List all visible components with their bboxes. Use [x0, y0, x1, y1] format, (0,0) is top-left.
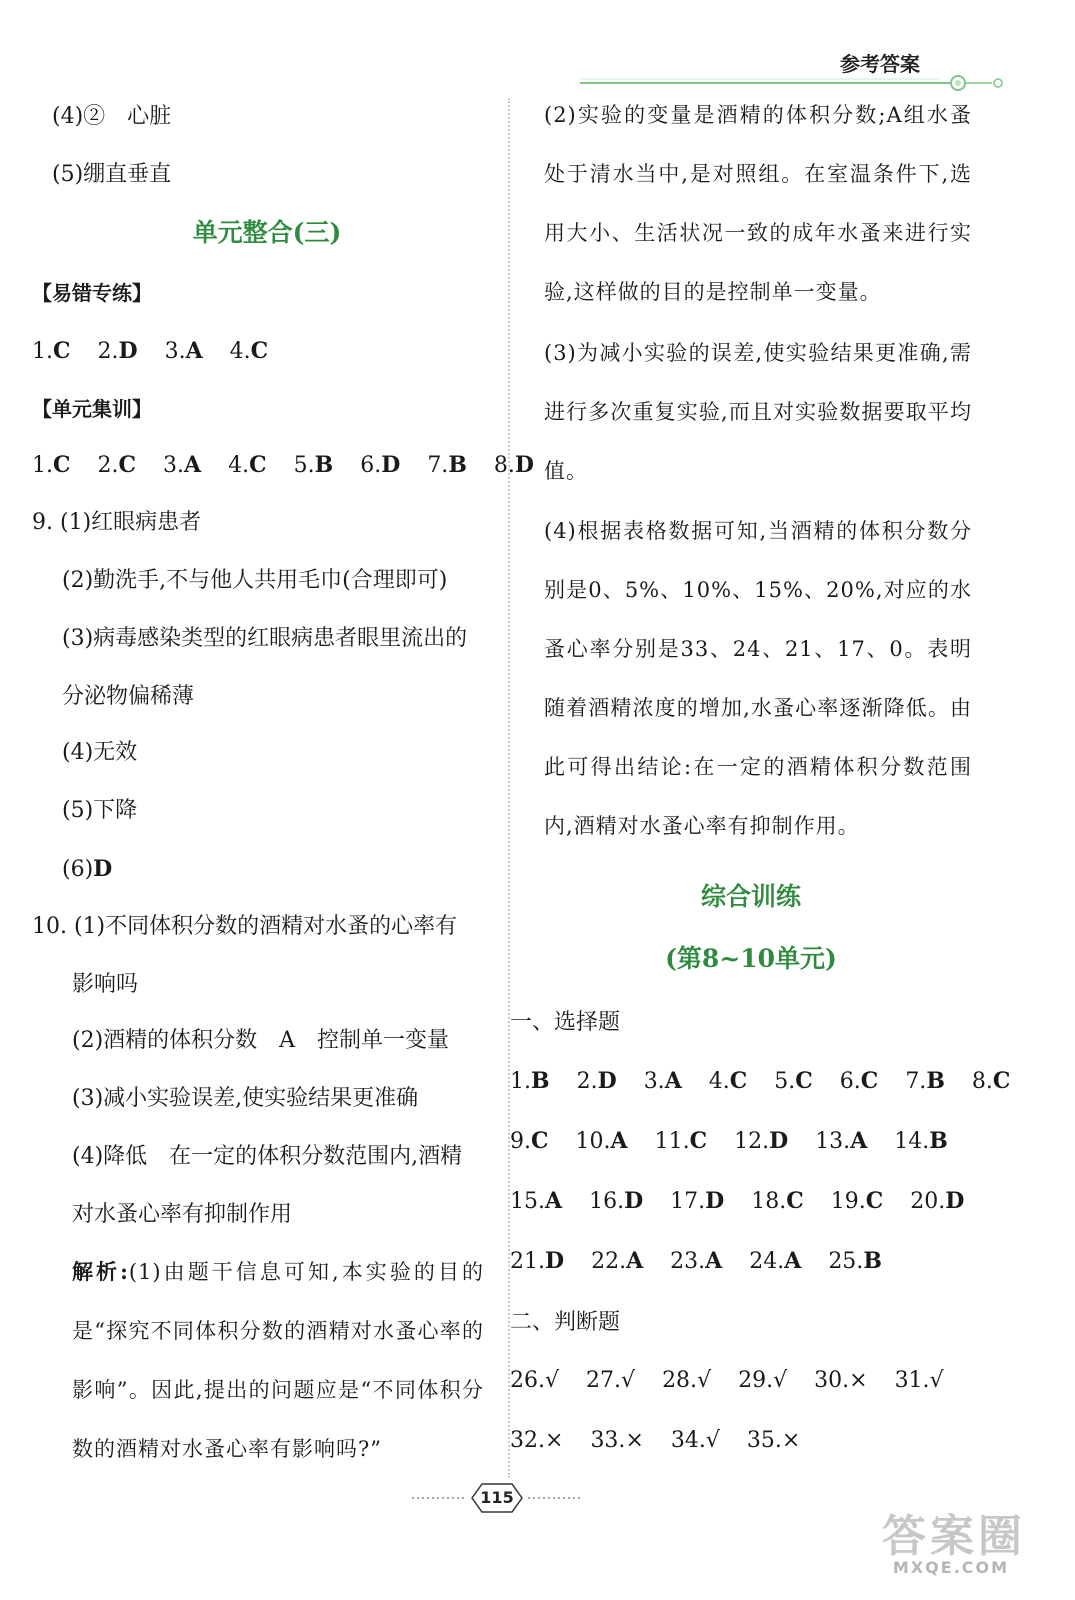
answer-line: (4)② 心脏 [52, 104, 172, 129]
mc-answer: 24.A [749, 1248, 802, 1274]
section-title-unit3: 单元整合(三) [192, 218, 342, 247]
q10-line: (3)减小实验误差,使实验结果更准确 [72, 1086, 419, 1111]
q9-line: 9. (1)红眼病患者 [32, 510, 202, 535]
mc-answer: 1.B [510, 1068, 550, 1094]
analysis-paragraph-3: (3)为减小实验的误差,使实验结果更准确,需进行多次重复实验,而且对实验数据要取平均值。 [544, 341, 972, 483]
tf-answer: 28.√ [662, 1368, 712, 1393]
mc-answer: 6.C [839, 1068, 879, 1094]
mc-answer: 5.C [774, 1068, 813, 1094]
mc-answers-row [510, 1066, 1010, 1097]
mc-answer: 5.B [293, 452, 334, 478]
q10-line: 对水蚤心率有抑制作用 [72, 1202, 293, 1227]
mc-answer: 16.D [589, 1188, 644, 1214]
tf-answer: 27.√ [586, 1368, 636, 1393]
tf-answer: 35.× [746, 1428, 801, 1453]
mc-answer: 3.A [164, 338, 203, 364]
mc-answer: 2.D [576, 1068, 617, 1094]
tf-answer: 30.× [814, 1368, 868, 1393]
mc-answer: 17.D [670, 1188, 725, 1214]
mc-answer: 19.C [830, 1188, 884, 1214]
section-subtitle-units: (第8~10单元) [665, 944, 837, 973]
q10-line: (4)降低 在一定的体积分数范围内,酒精 [72, 1144, 463, 1169]
mc-answer: 8.C [971, 1068, 1011, 1094]
watermark-logo [846, 1500, 1056, 1580]
mc-answer: 8.D [493, 452, 534, 478]
heading-choice: 一、选择题 [510, 1010, 621, 1035]
mc-answer: 13.A [815, 1128, 868, 1154]
mc-answer: 2.C [97, 452, 137, 478]
tf-answer: 29.√ [738, 1368, 788, 1393]
mc-answers-row [32, 336, 268, 367]
mc-answer: 3.A [643, 1068, 682, 1094]
mc-answer: 4.C [228, 452, 267, 478]
mc-answer: 3.A [163, 452, 202, 478]
mc-answer: 14.B [894, 1128, 948, 1154]
watermark-url: MXQE.COM [892, 1558, 1010, 1577]
page-footer [412, 1478, 582, 1518]
q10-line: 10. (1)不同体积分数的酒精对水蚤的心率有 [32, 914, 458, 939]
mc-answer: 6.D [360, 452, 401, 478]
section-title-comprehensive: 综合训练 [700, 882, 801, 911]
mc-answer: 12.D [734, 1128, 789, 1154]
tf-answer: 34.√ [670, 1428, 720, 1453]
tf-answer: 31.√ [894, 1368, 944, 1393]
mc-answer: 21.D [510, 1248, 565, 1274]
mc-answers-row [32, 450, 534, 481]
mc-answer: 1.C [32, 452, 71, 478]
mc-answer: 22.A [591, 1248, 644, 1274]
mc-answers-row [510, 1126, 948, 1157]
q10-line: 影响吗 [72, 972, 139, 997]
tf-answer: 33.× [590, 1428, 644, 1453]
mc-answer: 10.A [575, 1128, 628, 1154]
tf-answers-row [510, 1366, 944, 1396]
analysis-paragraph: 解析:(1)由题干信息可知,本实验的目的是“探究不同体积分数的酒精对水蚤心率的影响”。因此,提出的问题应是“不同体积分数的酒精对水蚤心率有影响吗?” [72, 1259, 484, 1461]
tf-answer: 32.× [510, 1428, 564, 1453]
mc-answers-row [510, 1186, 964, 1217]
mc-answer: 9.C [510, 1128, 549, 1154]
heading-error-practice: 【易错专练】 [32, 281, 152, 305]
header-title: 参考答案 [840, 52, 920, 76]
q9-line: 分泌物偏稀薄 [62, 684, 195, 709]
mc-answer: 18.C [751, 1188, 804, 1214]
mc-answers-row [510, 1246, 882, 1277]
q9-line: (5)下降 [62, 798, 138, 823]
q10-line: (2)酒精的体积分数 A 控制单一变量 [72, 1028, 450, 1053]
tf-answer: 26.√ [510, 1368, 560, 1393]
analysis-paragraph-2: (2)实验的变量是酒精的体积分数;A组水蚤处于清水当中,是对照组。在室温条件下,选用大小、生活状况一致的成年水蚤来进行实验,这样做的目的是控制单一变量。 [544, 103, 972, 304]
heading-unit-training: 【单元集训】 [32, 397, 152, 421]
mc-answer: 2.D [97, 338, 138, 364]
page-number: 115 [480, 1488, 514, 1507]
mc-answer: 7.B [905, 1068, 945, 1094]
heading-true-false: 二、判断题 [510, 1310, 621, 1335]
mc-answer: 20.D [910, 1188, 965, 1214]
analysis-paragraph-4: (4)根据表格数据可知,当酒精的体积分数分别是0、5%、10%、15%、20%,对应的水蚤心率分别是33、24、21、17、0。表明随着酒精浓度的增加,水蚤心率逐渐降低。由此可得出结论:在一定的酒精体积分数范围内,酒精对水蚤心率有抑制作用。 [544, 519, 972, 838]
mc-answer: 7.B [427, 452, 467, 478]
mc-answer: 11.C [654, 1128, 708, 1154]
watermark-text: 答案圈 [882, 1511, 1026, 1562]
mc-answer: 25.B [828, 1248, 882, 1274]
mc-answer: 1.C [32, 338, 71, 364]
q9-line: (4)无效 [62, 740, 138, 765]
q9-line: (6)D [62, 856, 113, 882]
tf-answers-row [510, 1426, 800, 1456]
q9-line: (3)病毒感染类型的红眼病患者眼里流出的 [62, 626, 468, 651]
mc-answer: 15.A [510, 1188, 563, 1214]
q9-line: (2)勤洗手,不与他人共用毛巾(合理即可) [62, 568, 448, 593]
answer-line: (5)绷直垂直 [52, 162, 172, 187]
mc-answer: 4.C [708, 1068, 748, 1094]
mc-answer: 23.A [670, 1248, 723, 1274]
mc-answer: 4.C [229, 338, 269, 364]
